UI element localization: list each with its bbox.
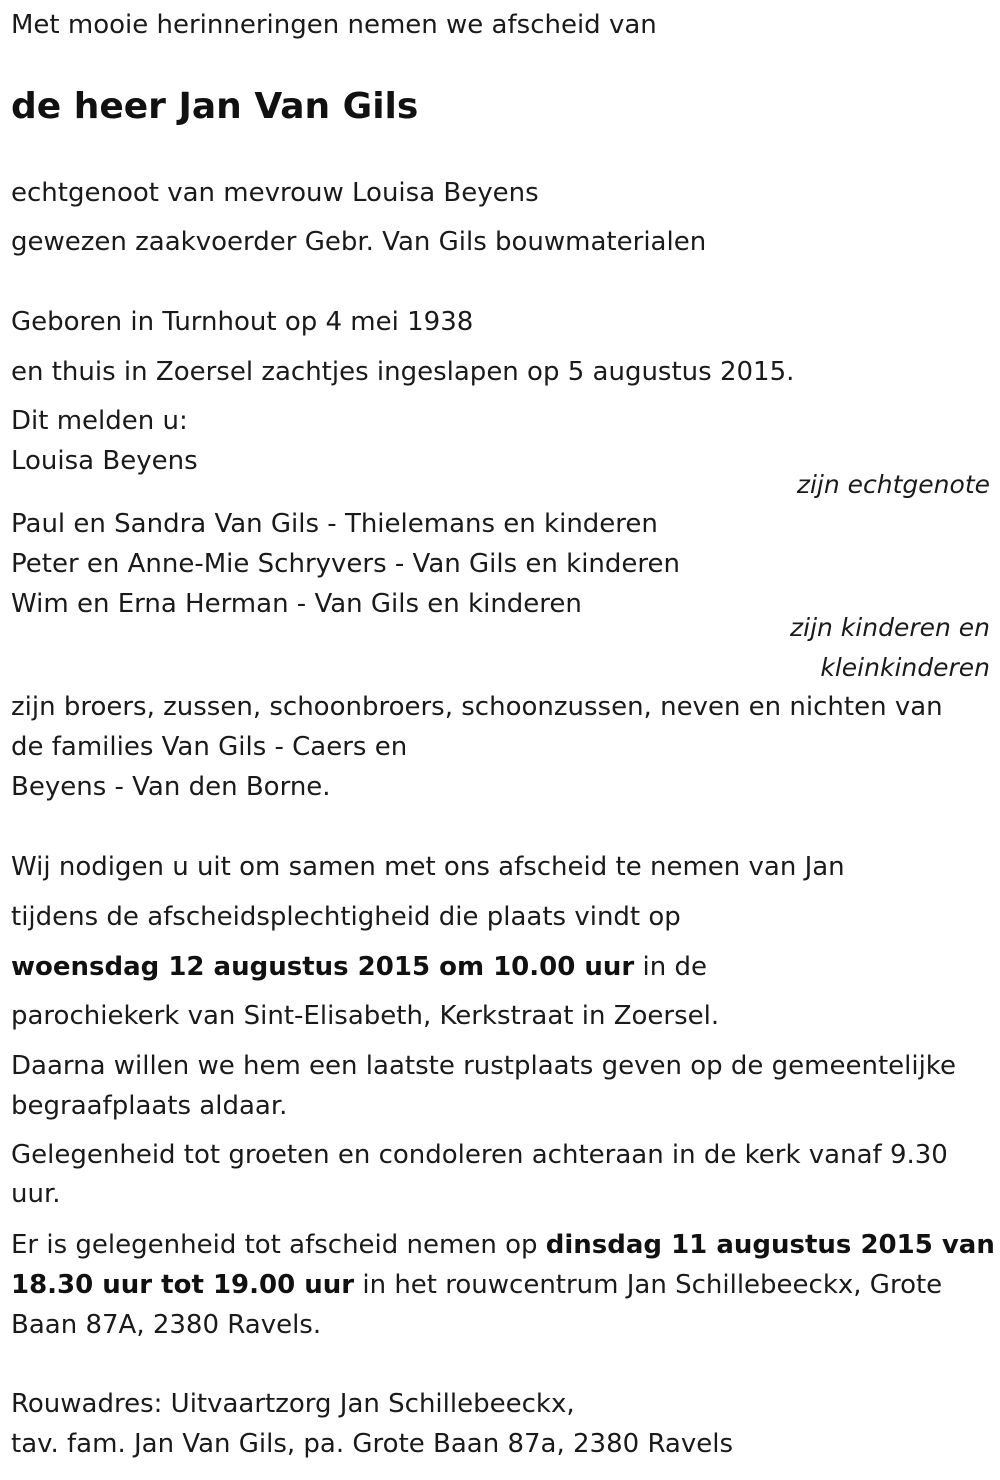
deceased-name: de heer Jan Van Gils [11, 86, 419, 127]
invite-line-1: Wij nodigen u uit om samen met ons afscheid te nemen van Jan [11, 852, 845, 882]
invite-line-2: tijdens de afscheidsplechtigheid die plaats vindt op [11, 902, 681, 932]
burial-line-1: Daarna willen we hem een laatste rustplaats geven op de gemeentelijke [11, 1051, 956, 1081]
birth-line: Geboren in Turnhout op 4 mei 1938 [11, 307, 474, 337]
viewing-line-2 [11, 1265, 942, 1305]
occupation-line: gewezen zaakvoerder Gebr. Van Gils bouwmaterialen [11, 227, 707, 257]
ceremony-date-line [11, 947, 707, 987]
church-line: parochiekerk van Sint-Elisabeth, Kerkstraat in Zoersel. [11, 1001, 720, 1031]
families-line-3: Beyens - Van den Borne. [11, 772, 331, 802]
families-line-1: zijn broers, zussen, schoonbroers, schoonzussen, neven en nichten van [11, 692, 943, 722]
condolence-line-1: Gelegenheid tot groeten en condoleren achteraan in de kerk vanaf 9.30 [11, 1140, 948, 1170]
child-line-2: Peter en Anne-Mie Schryvers - Van Gils en kinderen [11, 549, 680, 579]
ceremony-date-rest: in de [634, 952, 707, 982]
children-role-1: zijn kinderen en [790, 613, 990, 642]
spouse-line: echtgenoot van mevrouw Louisa Beyens [11, 178, 539, 208]
child-line-3: Wim en Erna Herman - Van Gils en kinderen [11, 589, 582, 619]
announce-line: Dit melden u: [11, 406, 188, 436]
spouse-name: Louisa Beyens [11, 446, 198, 476]
viewing-pre: Er is gelegenheid tot afscheid nemen op [11, 1230, 546, 1260]
ceremony-date: woensdag 12 augustus 2015 om 10.00 uur [11, 952, 635, 982]
viewing-time: 18.30 uur tot 19.00 uur [11, 1270, 355, 1300]
families-line-2: de families Van Gils - Caers en [11, 732, 408, 762]
burial-line-2: begraafplaats aldaar. [11, 1091, 288, 1121]
children-role-2: kleinkinderen [820, 653, 990, 682]
viewing-line-1 [11, 1225, 995, 1265]
address-line-1: Rouwadres: Uitvaartzorg Jan Schillebeeckx, [11, 1389, 575, 1419]
viewing-line-3: Baan 87A, 2380 Ravels. [11, 1310, 322, 1340]
viewing-location: in het rouwcentrum Jan Schillebeeckx, Grote [354, 1270, 943, 1300]
condolence-line-2: uur. [11, 1179, 61, 1209]
intro-text: Met mooie herinneringen nemen we afscheid van [11, 10, 657, 40]
death-line: en thuis in Zoersel zachtjes ingeslapen op 5 augustus 2015. [11, 357, 795, 387]
viewing-date: dinsdag 11 augustus 2015 van [545, 1230, 995, 1260]
spouse-role: zijn echtgenote [796, 470, 990, 499]
address-line-2: tav. fam. Jan Van Gils, pa. Grote Baan 87a, 2380 Ravels [11, 1429, 734, 1459]
child-line-1: Paul en Sandra Van Gils - Thielemans en kinderen [11, 509, 658, 539]
